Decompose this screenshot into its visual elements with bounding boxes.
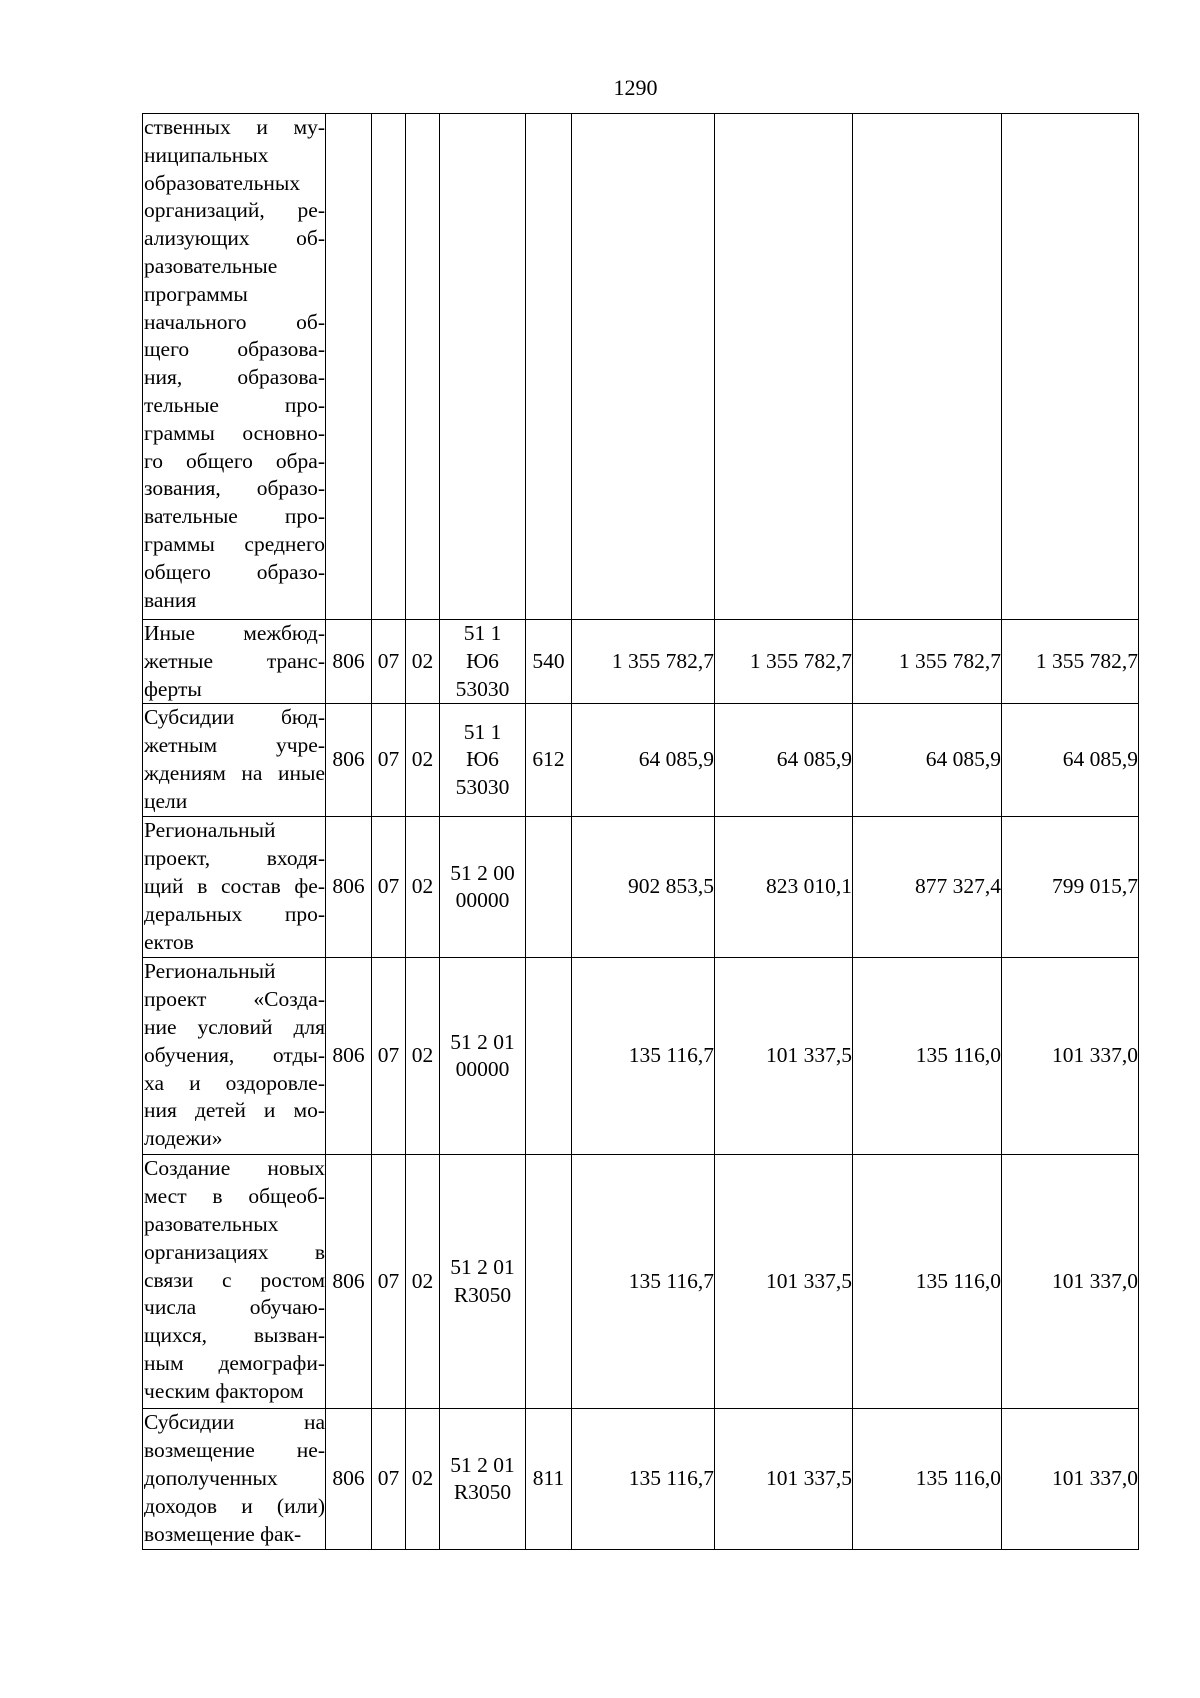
cell-grbs-code: 806 [326, 704, 372, 817]
cell-target-article-code [440, 114, 526, 620]
description-line: жетные транс- [144, 648, 325, 673]
target-article-code-line: 00000 [455, 1057, 510, 1082]
cell-expense-type-code: 540 [526, 620, 572, 704]
cell-section-code: 07 [372, 1155, 406, 1409]
row-description [143, 704, 326, 817]
description-line: ние условий для [144, 1014, 325, 1039]
description-line: ниципальных [144, 142, 269, 167]
target-article-code-line: 51 2 01 [450, 1452, 515, 1477]
description-line: граммы среднего [144, 531, 325, 556]
cell-amount-4: 101 337,0 [1002, 958, 1139, 1155]
cell-target-article-code [440, 817, 526, 958]
page-number: 1290 [613, 75, 658, 100]
description-line: ния детей и мо- [144, 1098, 325, 1123]
cell-expense-type-code [526, 817, 572, 958]
cell-amount-4: 101 337,0 [1002, 1155, 1139, 1409]
target-article-code-line: R3050 [453, 1480, 512, 1505]
cell-amount-1: 135 116,7 [572, 958, 715, 1155]
row-description [143, 1155, 326, 1409]
description-line: связи с ростом [144, 1267, 325, 1292]
description-line: мест в общеоб- [144, 1184, 325, 1209]
table-row [143, 704, 1139, 817]
cell-expense-type-code: 612 [526, 704, 572, 817]
cell-section-code: 07 [372, 817, 406, 958]
cell-section-code: 07 [372, 1409, 406, 1550]
description-line: цели [144, 788, 188, 813]
row-description [143, 817, 326, 958]
cell-amount-4: 101 337,0 [1002, 1409, 1139, 1550]
description-line: Иные межбюд- [144, 621, 325, 645]
description-line: ждениям на иные [144, 760, 325, 785]
cell-expense-type-code [526, 1155, 572, 1409]
description-line: Субсидии на [144, 1410, 325, 1435]
description-line: деральных про- [144, 901, 325, 926]
description-line: доходов и (или) [144, 1493, 325, 1518]
cell-amount-2: 101 337,5 [715, 958, 853, 1155]
description-line: щихся, вызван- [144, 1323, 325, 1348]
cell-amount-4: 64 085,9 [1002, 704, 1139, 817]
cell-grbs-code [326, 114, 372, 620]
target-article-code-line: 51 2 01 [450, 1255, 515, 1280]
description-line: Субсидии бюд- [144, 705, 325, 730]
table-row [143, 114, 1139, 620]
description-line: общего образо- [144, 559, 325, 584]
description-line: зования, образо- [144, 476, 325, 501]
description-line: ственных и му- [144, 115, 325, 139]
cell-section-code: 07 [372, 958, 406, 1155]
target-article-code-line: 51 1 [463, 719, 502, 744]
description-line: организациях в [144, 1239, 325, 1264]
description-line: тельные про- [144, 392, 325, 417]
description-line: разовательные [144, 253, 278, 278]
description-line: щий в состав фе- [144, 873, 325, 898]
cell-amount-2: 101 337,5 [715, 1409, 853, 1550]
cell-amount-1: 1 355 782,7 [572, 620, 715, 704]
description-line: Региональный [144, 959, 276, 984]
row-description [143, 114, 326, 620]
cell-subsection-code: 02 [406, 817, 440, 958]
cell-target-article-code [440, 620, 526, 704]
cell-subsection-code: 02 [406, 1155, 440, 1409]
cell-subsection-code [406, 114, 440, 620]
table-row [143, 620, 1139, 704]
description-line: ферты [144, 676, 202, 701]
description-line: ния, образова- [144, 365, 325, 390]
cell-subsection-code: 02 [406, 704, 440, 817]
cell-amount-1 [572, 114, 715, 620]
cell-section-code: 07 [372, 704, 406, 817]
cell-amount-3: 64 085,9 [853, 704, 1002, 817]
cell-amount-2 [715, 114, 853, 620]
description-line: вания [144, 587, 197, 612]
description-line: обучения, отды- [144, 1042, 325, 1067]
description-line: возмещение фак- [144, 1521, 302, 1546]
cell-expense-type-code [526, 958, 572, 1155]
target-article-code-line: 53030 [455, 775, 510, 800]
description-line: проект, входя- [144, 846, 325, 871]
target-article-code-line: R3050 [453, 1282, 512, 1307]
target-article-code-line: 51 2 00 [450, 860, 515, 885]
cell-amount-4: 799 015,7 [1002, 817, 1139, 958]
table-body [143, 114, 1139, 1550]
row-description [143, 620, 326, 704]
table-row [143, 1155, 1139, 1409]
description-line: организаций, ре- [144, 198, 325, 223]
cell-amount-3: 135 116,0 [853, 1409, 1002, 1550]
cell-amount-4: 1 355 782,7 [1002, 620, 1139, 704]
target-article-code-line: 00000 [455, 888, 510, 913]
cell-grbs-code: 806 [326, 958, 372, 1155]
cell-amount-3: 877 327,4 [853, 817, 1002, 958]
description-line: вательные про- [144, 504, 325, 529]
cell-amount-2: 64 085,9 [715, 704, 853, 817]
cell-target-article-code [440, 958, 526, 1155]
description-line: проект «Созда- [144, 987, 325, 1012]
table-row [143, 958, 1139, 1155]
cell-amount-3 [853, 114, 1002, 620]
description-line: щего образова- [144, 337, 325, 362]
description-line: программы [144, 281, 248, 306]
description-line: образовательных [144, 170, 301, 195]
cell-target-article-code [440, 704, 526, 817]
description-line: возмещение не- [144, 1438, 325, 1463]
cell-amount-2: 1 355 782,7 [715, 620, 853, 704]
cell-subsection-code: 02 [406, 958, 440, 1155]
description-line: Региональный [144, 818, 276, 843]
description-line: числа обучаю- [144, 1295, 325, 1320]
cell-section-code: 07 [372, 620, 406, 704]
description-line: го общего обра- [144, 448, 325, 473]
description-line: ха и оздоровле- [144, 1070, 325, 1095]
table-row [143, 817, 1139, 958]
budget-table [142, 113, 1139, 1550]
cell-amount-3: 135 116,0 [853, 958, 1002, 1155]
cell-amount-2: 823 010,1 [715, 817, 853, 958]
description-line: ализующих об- [144, 226, 325, 251]
description-line: жетным учре- [144, 733, 325, 758]
row-description [143, 1409, 326, 1550]
description-line: начального об- [144, 309, 325, 334]
cell-grbs-code: 806 [326, 817, 372, 958]
row-description [143, 958, 326, 1155]
description-line: лодежи» [144, 1126, 223, 1151]
cell-target-article-code [440, 1409, 526, 1550]
cell-amount-1: 135 116,7 [572, 1155, 715, 1409]
cell-subsection-code: 02 [406, 620, 440, 704]
cell-expense-type-code [526, 114, 572, 620]
cell-amount-1: 135 116,7 [572, 1409, 715, 1550]
description-line: граммы основно- [144, 420, 325, 445]
description-line: ным демографи- [144, 1350, 325, 1375]
cell-grbs-code: 806 [326, 620, 372, 704]
description-line: Создание новых [144, 1156, 325, 1181]
description-line: разовательных [144, 1211, 279, 1236]
cell-amount-1: 902 853,5 [572, 817, 715, 958]
cell-subsection-code: 02 [406, 1409, 440, 1550]
cell-grbs-code: 806 [326, 1409, 372, 1550]
target-article-code-line: 51 2 01 [450, 1029, 515, 1054]
description-line: ческим фактором [144, 1378, 304, 1403]
cell-section-code [372, 114, 406, 620]
table-row [143, 1409, 1139, 1550]
target-article-code-line: Ю6 [466, 747, 499, 772]
description-line: дополученных [144, 1465, 278, 1490]
cell-amount-1: 64 085,9 [572, 704, 715, 817]
target-article-code-line: 53030 [455, 676, 510, 701]
cell-grbs-code: 806 [326, 1155, 372, 1409]
cell-target-article-code [440, 1155, 526, 1409]
cell-amount-3: 1 355 782,7 [853, 620, 1002, 704]
cell-amount-3: 135 116,0 [853, 1155, 1002, 1409]
description-line: ектов [144, 929, 194, 954]
cell-amount-4 [1002, 114, 1139, 620]
target-article-code-line: Ю6 [466, 648, 499, 673]
cell-expense-type-code: 811 [526, 1409, 572, 1550]
target-article-code-line: 51 1 [463, 621, 502, 645]
cell-amount-2: 101 337,5 [715, 1155, 853, 1409]
